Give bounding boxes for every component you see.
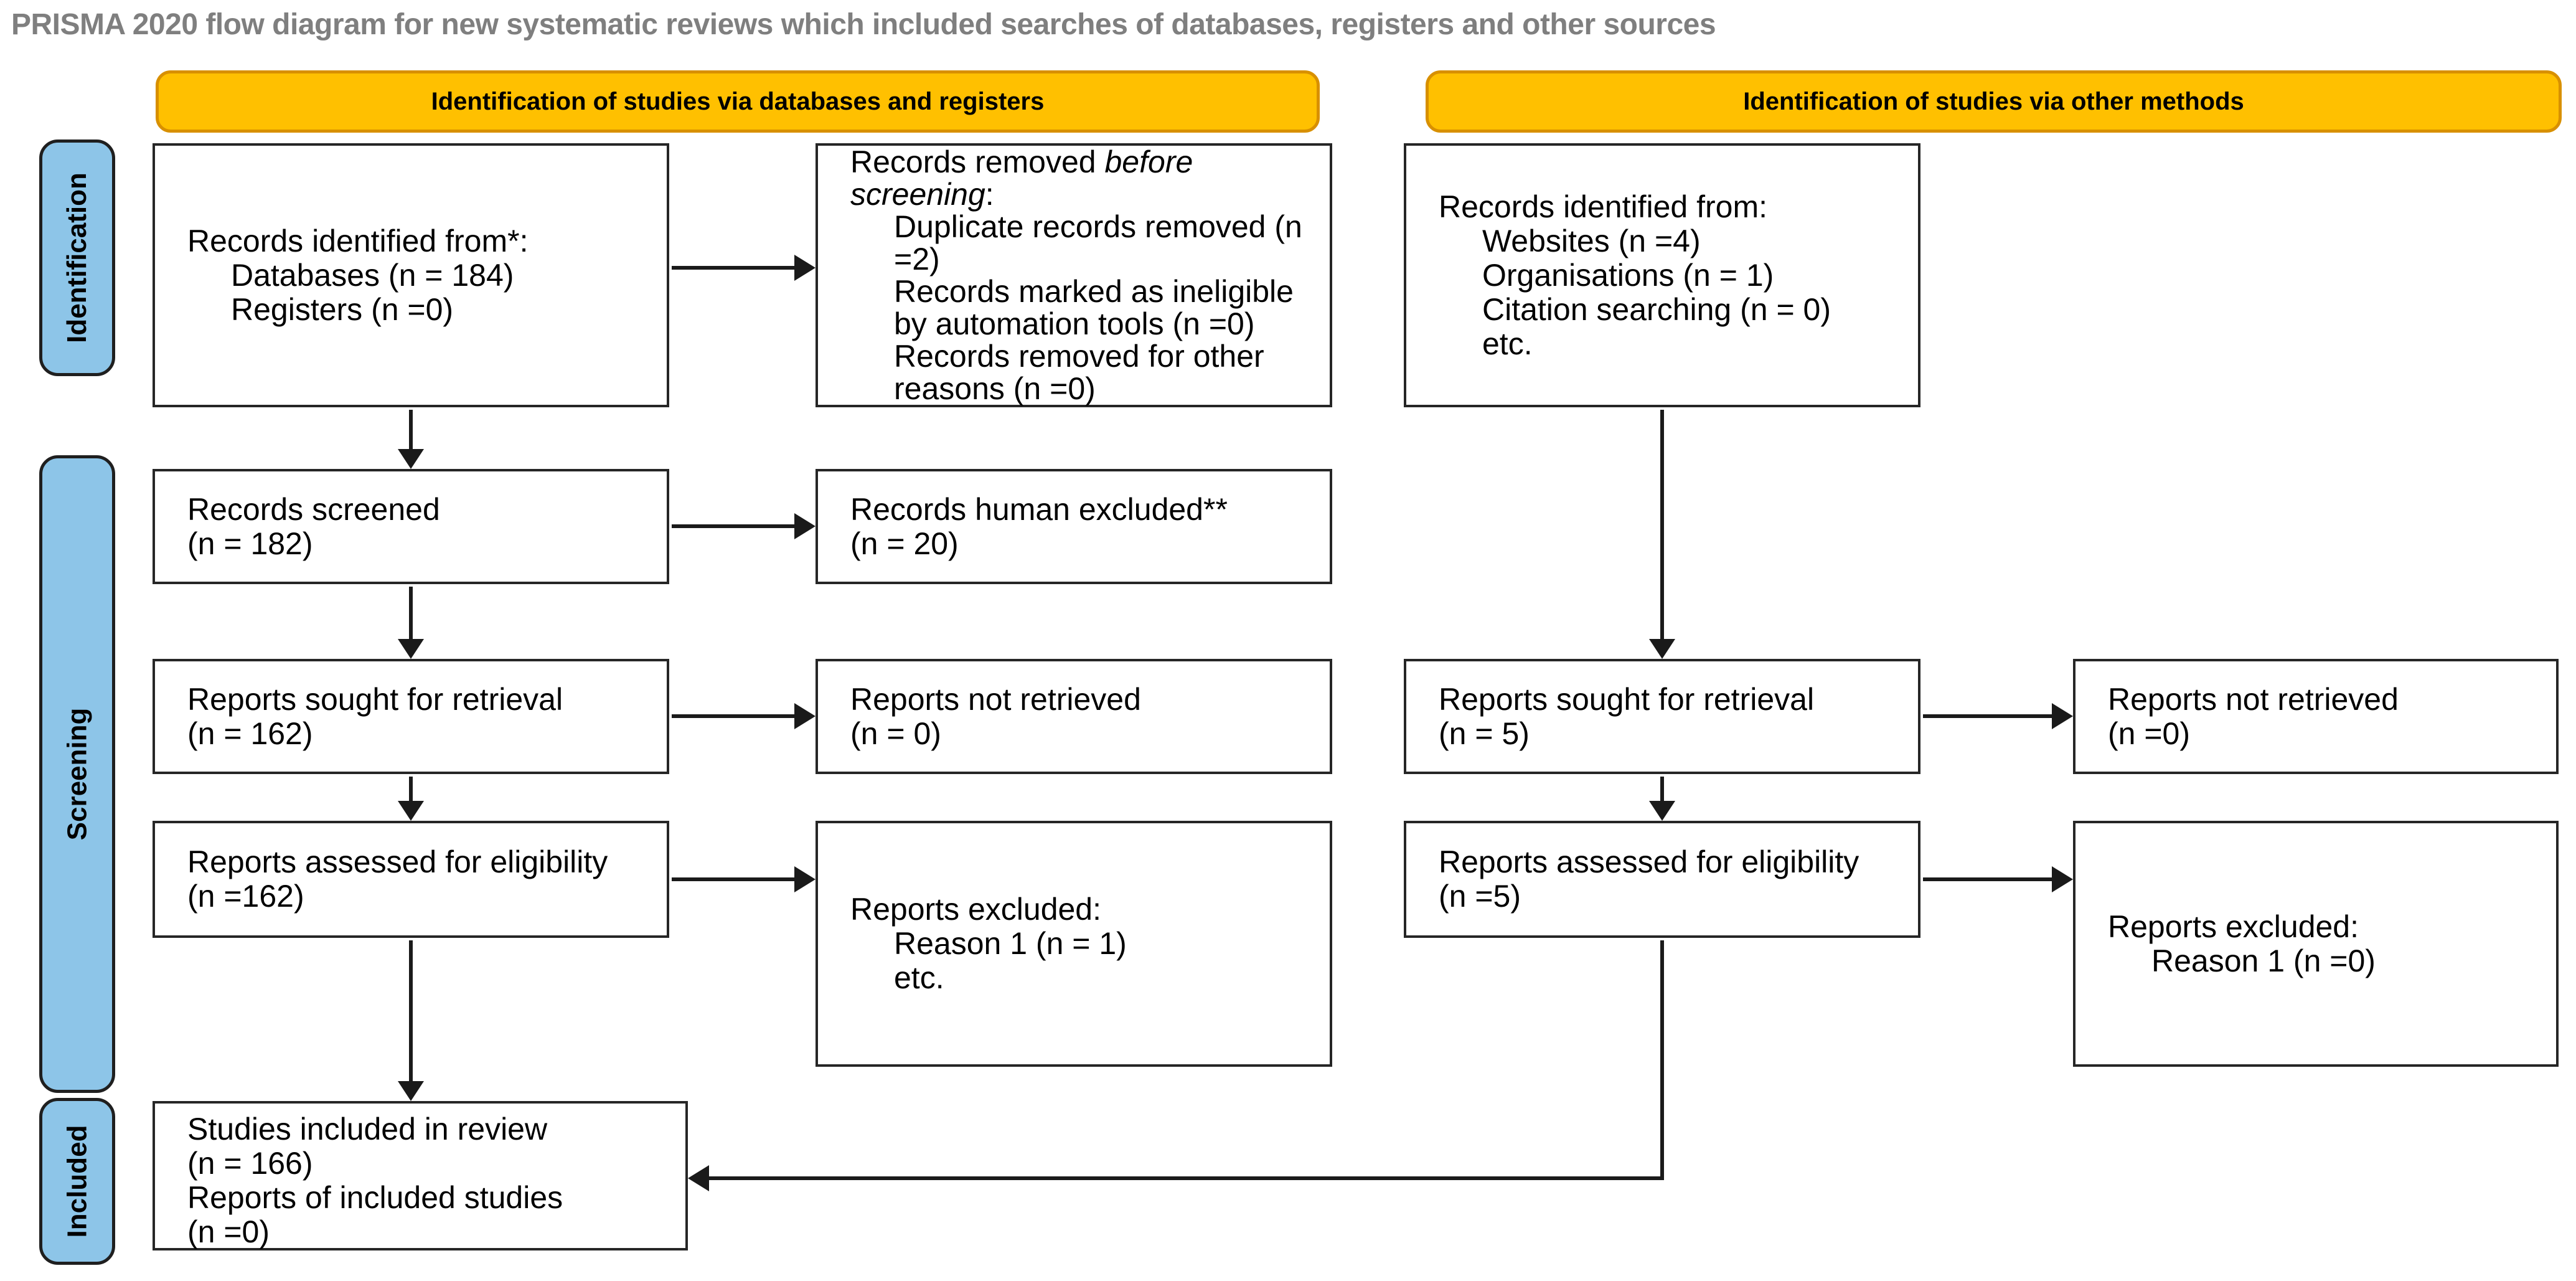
box-line: Reports excluded: bbox=[2108, 909, 2359, 944]
box-reports-excluded-other bbox=[2073, 821, 2559, 1067]
box-line: etc. bbox=[1482, 326, 1533, 361]
arrow-assessed-to-excluded bbox=[672, 877, 796, 881]
box-line: Reports assessed for eligibility bbox=[1439, 844, 1859, 879]
box-line: Citation searching (n = 0) bbox=[1482, 291, 1831, 327]
arrow-other-to-included-horizontal bbox=[707, 1176, 1664, 1180]
box-line: Reports excluded: bbox=[850, 892, 1102, 927]
arrow-screened-to-sought bbox=[409, 587, 413, 639]
box-line: Records marked as ineligible by automation tools (n =0) bbox=[894, 274, 1294, 341]
box-line: etc. bbox=[894, 960, 944, 995]
box-line: Reports not retrieved bbox=[2108, 681, 2399, 717]
box-line: Registers (n =0) bbox=[231, 291, 454, 327]
banner-other-methods bbox=[1426, 70, 2562, 133]
arrowhead-right bbox=[794, 255, 816, 281]
box-line: Reports assessed for eligibility bbox=[187, 844, 608, 879]
box-line: Duplicate records removed (n =2) bbox=[894, 209, 1302, 277]
stage-label: Included bbox=[62, 1125, 92, 1238]
arrowhead-right bbox=[2052, 703, 2073, 729]
arrowhead-right bbox=[794, 513, 816, 539]
box-line: Records identified from*: bbox=[187, 223, 529, 258]
arrowhead-down bbox=[398, 1081, 424, 1101]
box-reports-not-retrieved-databases bbox=[816, 659, 1332, 774]
box-line: Records removed for other reasons (n =0) bbox=[894, 339, 1264, 406]
box-line: Records removed before screening: bbox=[850, 144, 1193, 212]
arrowhead-right bbox=[794, 703, 816, 729]
arrow-identified-to-removed bbox=[672, 266, 796, 270]
box-line: (n =0) bbox=[2108, 716, 2191, 751]
box-records-human-excluded bbox=[816, 469, 1332, 584]
box-line: (n = 166) bbox=[187, 1146, 313, 1181]
box-line: Reports sought for retrieval bbox=[1439, 681, 1815, 717]
box-line: (n = 0) bbox=[850, 716, 941, 751]
box-records-screened bbox=[153, 469, 669, 584]
box-line: (n = 162) bbox=[187, 716, 313, 751]
box-records-identified-other bbox=[1404, 143, 1920, 407]
box-line: Reports not retrieved bbox=[850, 681, 1141, 717]
box-line: Records screened bbox=[187, 491, 440, 527]
box-line: Organisations (n = 1) bbox=[1482, 257, 1774, 293]
arrow-sought-to-not-retrieved bbox=[672, 714, 796, 718]
box-reports-assessed-databases bbox=[153, 821, 669, 938]
stage-label: Identification bbox=[62, 173, 92, 343]
box-line: (n =162) bbox=[187, 879, 304, 914]
box-line: Records human excluded** bbox=[850, 491, 1228, 527]
box-reports-assessed-other bbox=[1404, 821, 1920, 938]
arrow-assessed-other-to-excluded bbox=[1923, 877, 2053, 881]
arrowhead-left bbox=[688, 1165, 709, 1191]
arrow-assessed-to-included bbox=[409, 940, 413, 1081]
box-line: (n = 182) bbox=[187, 526, 313, 561]
arrowhead-down bbox=[1649, 801, 1675, 821]
box-reports-sought-other bbox=[1404, 659, 1920, 774]
box-studies-included bbox=[153, 1101, 688, 1250]
stage-label: Screening bbox=[62, 707, 92, 841]
arrowhead-right bbox=[2052, 866, 2073, 892]
stage-included bbox=[39, 1098, 115, 1265]
arrowhead-down bbox=[1649, 639, 1675, 659]
banner-label: Identification of studies via databases and registers bbox=[431, 87, 1045, 115]
arrowhead-down bbox=[398, 449, 424, 469]
box-line: (n = 20) bbox=[850, 526, 959, 561]
box-line: (n =0) bbox=[187, 1214, 270, 1249]
arrow-sought-other-to-assessed bbox=[1660, 777, 1664, 801]
box-line: (n = 5) bbox=[1439, 716, 1530, 751]
arrow-identified-to-screened bbox=[409, 410, 413, 449]
box-line: Reports sought for retrieval bbox=[187, 681, 563, 717]
box-line: Reason 1 (n =0) bbox=[2151, 943, 2376, 978]
arrow-sought-to-assessed bbox=[409, 777, 413, 801]
stage-identification bbox=[39, 139, 115, 376]
box-records-removed-before-screening bbox=[816, 143, 1332, 407]
banner-label: Identification of studies via other methods bbox=[1743, 87, 2244, 115]
box-records-identified-databases bbox=[153, 143, 669, 407]
box-reports-excluded-databases bbox=[816, 821, 1332, 1067]
box-reports-not-retrieved-other bbox=[2073, 659, 2559, 774]
stage-screening bbox=[39, 455, 115, 1093]
arrowhead-right bbox=[794, 866, 816, 892]
arrowhead-down bbox=[398, 801, 424, 821]
box-line: Websites (n =4) bbox=[1482, 223, 1701, 258]
box-line: Studies included in review bbox=[187, 1112, 548, 1146]
box-line: (n =5) bbox=[1439, 879, 1521, 914]
diagram-title: PRISMA 2020 flow diagram for new systematic reviews which included searches of databases, registers and other sources bbox=[11, 8, 1716, 41]
box-line: Reports of included studies bbox=[187, 1180, 563, 1215]
box-line: Records identified from: bbox=[1439, 189, 1768, 224]
arrow-identified-other-to-sought bbox=[1660, 410, 1664, 639]
arrow-other-to-included-vertical bbox=[1660, 940, 1664, 1180]
arrow-sought-other-to-not-retrieved bbox=[1923, 714, 2053, 718]
banner-databases-registers bbox=[156, 70, 1320, 133]
arrowhead-down bbox=[398, 639, 424, 659]
box-line: Databases (n = 184) bbox=[231, 257, 514, 293]
box-line: Reason 1 (n = 1) bbox=[894, 926, 1127, 961]
italic-text: before screening bbox=[850, 144, 1193, 212]
arrow-screened-to-excluded bbox=[672, 524, 796, 528]
box-reports-sought-databases bbox=[153, 659, 669, 774]
